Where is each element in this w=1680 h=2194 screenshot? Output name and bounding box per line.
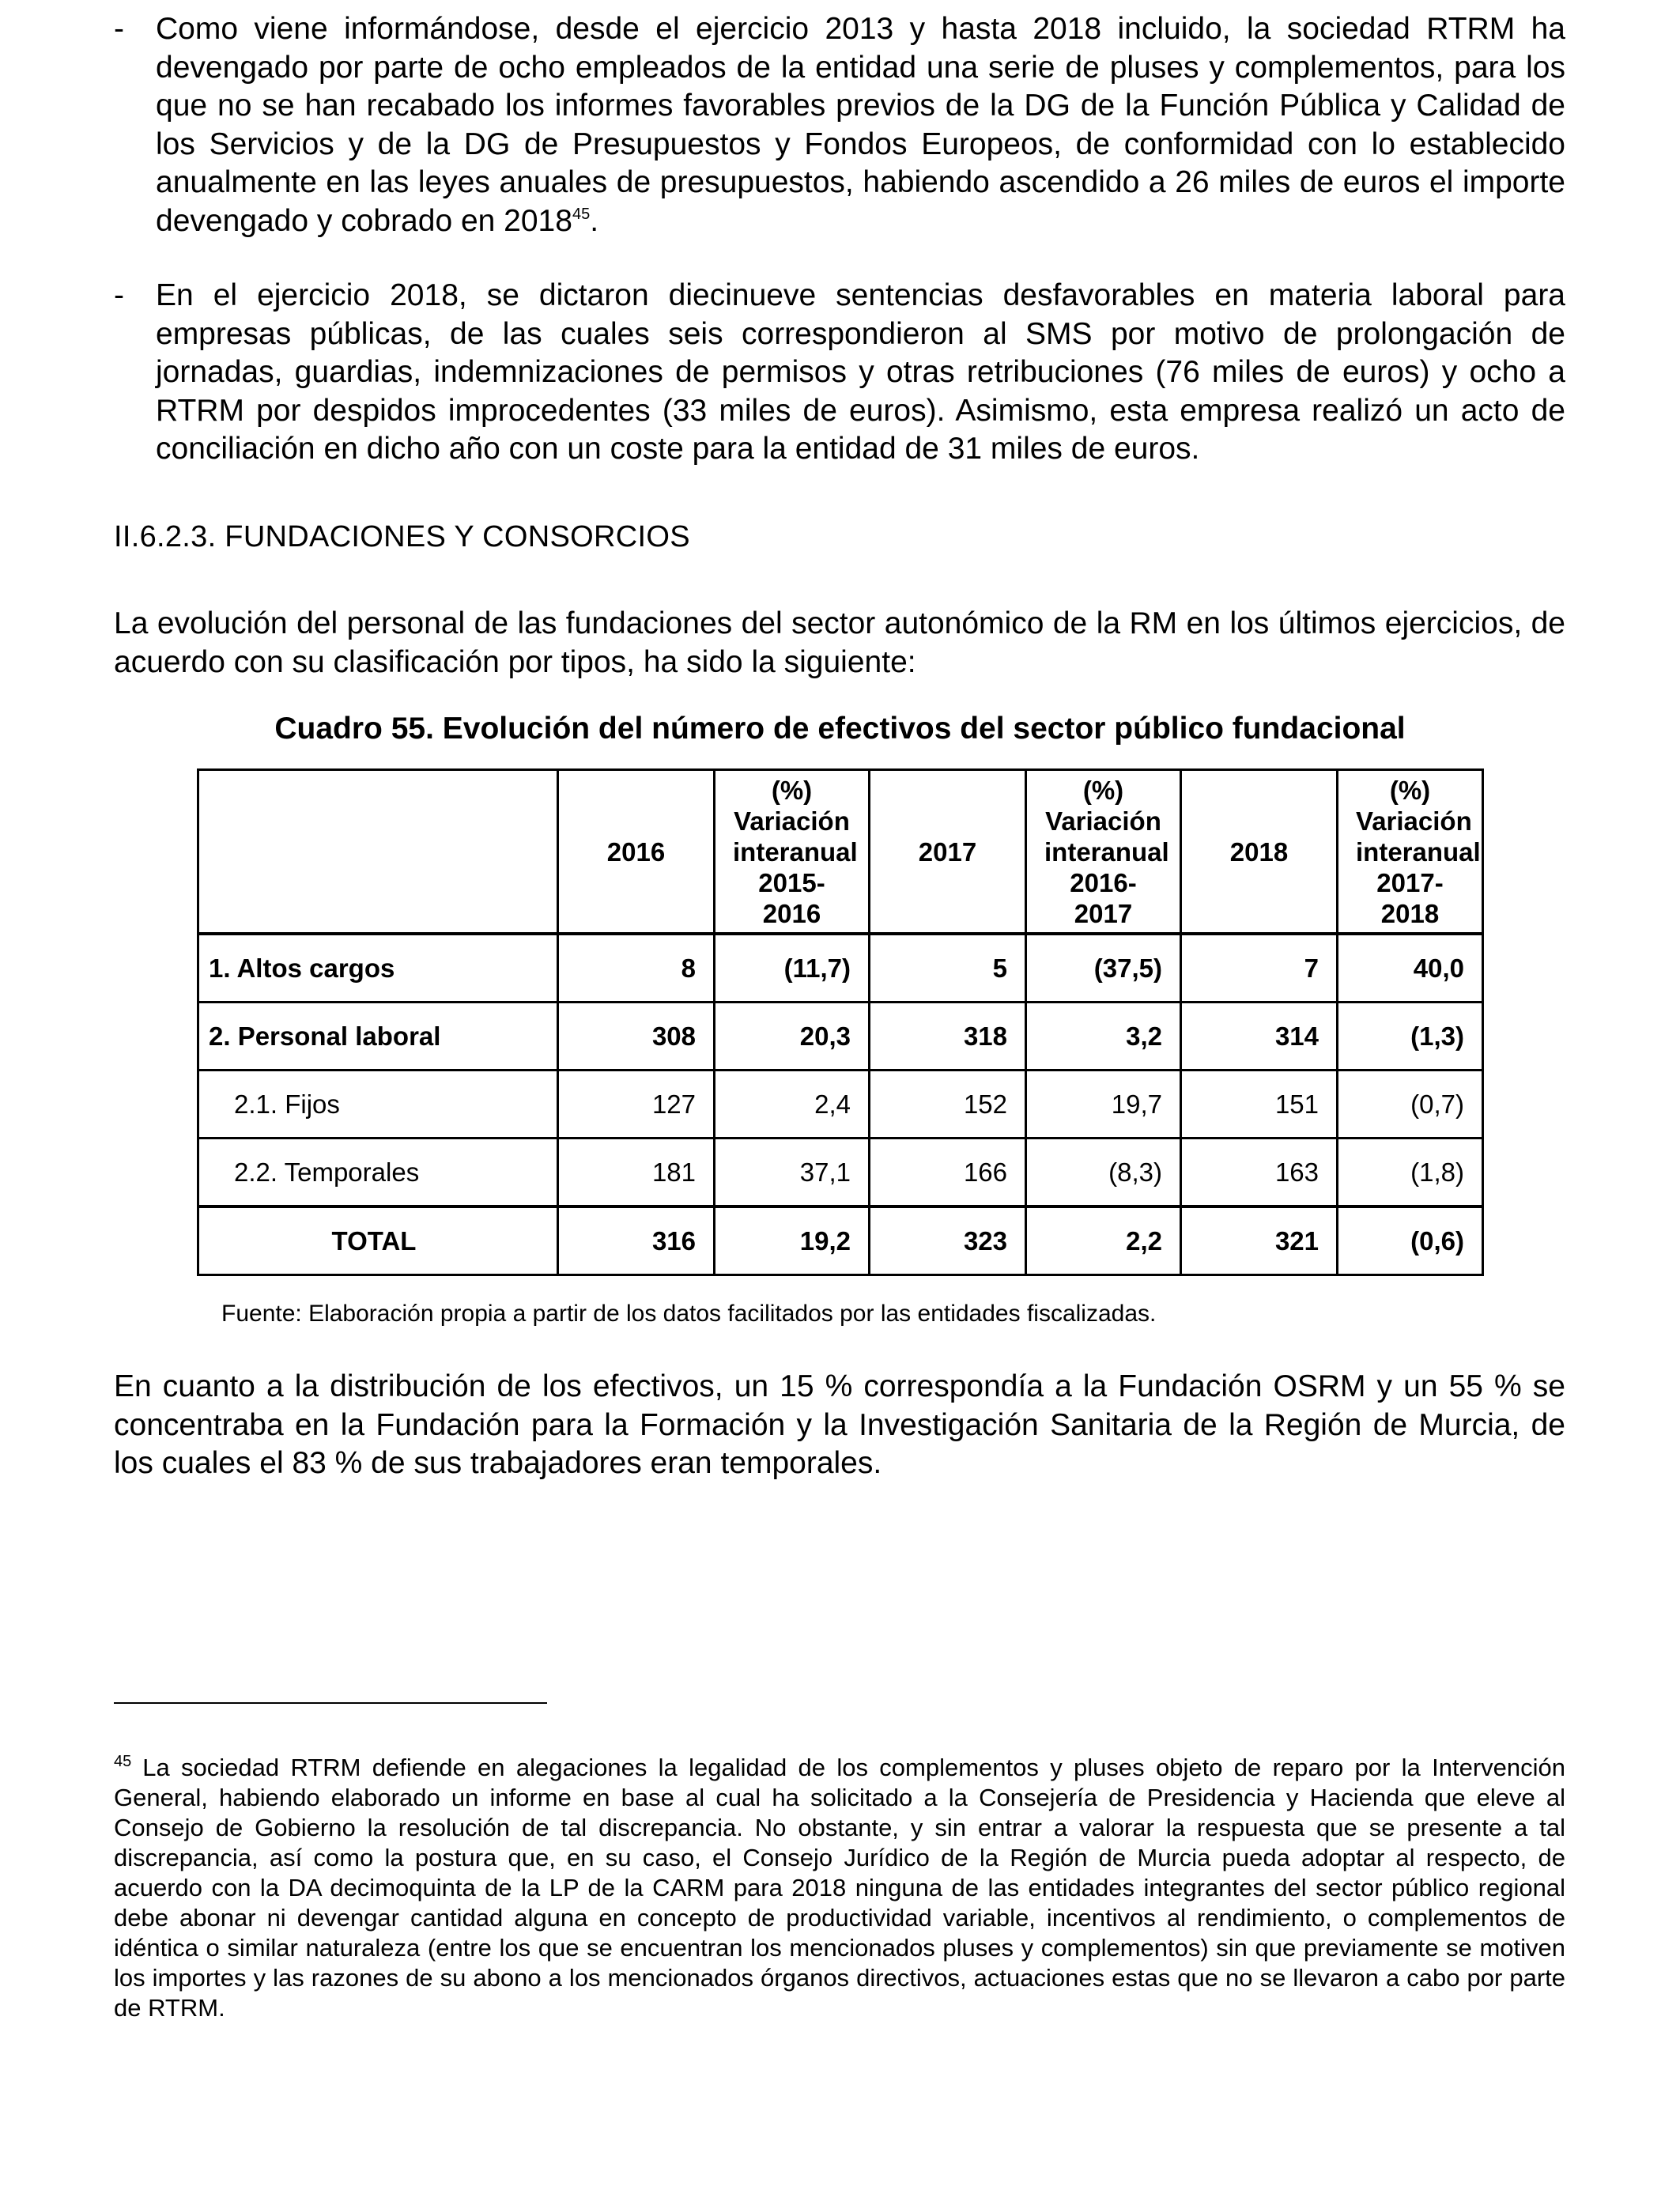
table-source-note: Fuente: Elaboración propia a partir de los datos facilitados por las entidades fiscalizadas. xyxy=(221,1301,1157,1327)
footnote-separator xyxy=(114,1702,547,1704)
bullet-dash: - xyxy=(114,278,124,312)
table-cell: (1,8) xyxy=(1338,1139,1483,1207)
table-cell: 20,3 xyxy=(715,1003,870,1071)
row-label: 2.2. Temporales xyxy=(198,1139,558,1207)
table-cell: 152 xyxy=(870,1071,1026,1139)
bullet-text-end: . xyxy=(590,203,599,238)
bullet-dash: - xyxy=(114,12,124,46)
table-cell: 19,7 xyxy=(1026,1071,1181,1139)
table-row xyxy=(198,934,1483,1003)
table-cell: 40,0 xyxy=(1338,934,1483,1003)
table-cell: (0,7) xyxy=(1338,1071,1483,1139)
table-row xyxy=(198,1003,1483,1071)
table-cell: 316 xyxy=(558,1207,715,1275)
table-cell: 127 xyxy=(558,1071,715,1139)
table-row-total xyxy=(198,1207,1483,1275)
table-cell: 19,2 xyxy=(715,1207,870,1275)
table-cell: (8,3) xyxy=(1026,1139,1181,1207)
header-cell-2016: 2016 xyxy=(558,770,715,935)
bullet-paragraph-sentencias xyxy=(114,277,1565,469)
table-cell: 166 xyxy=(870,1139,1026,1207)
header-cell xyxy=(198,770,558,935)
section-heading: II.6.2.3. FUNDACIONES Y CONSORCIOS xyxy=(114,520,690,553)
table-cell: 2,2 xyxy=(1026,1207,1181,1275)
table-cell: (1,3) xyxy=(1338,1003,1483,1071)
footnote-number: 45 xyxy=(114,1753,132,1770)
footnote xyxy=(114,1753,1565,2023)
table-cell: 318 xyxy=(870,1003,1026,1071)
header-cell-2017: 2017 xyxy=(870,770,1026,935)
table-cell: 7 xyxy=(1181,934,1338,1003)
table-cell: 151 xyxy=(1181,1071,1338,1139)
row-label: 1. Altos cargos xyxy=(198,934,558,1003)
table-cell: (11,7) xyxy=(715,934,870,1003)
table-row xyxy=(198,1139,1483,1207)
header-cell-var-2015-2016: (%) Variación interanual 2015-2016 xyxy=(715,770,870,935)
row-label: TOTAL xyxy=(198,1207,558,1275)
table-cell: (0,6) xyxy=(1338,1207,1483,1275)
table-cell: 37,1 xyxy=(715,1139,870,1207)
table-cell: 181 xyxy=(558,1139,715,1207)
table-cell: 308 xyxy=(558,1003,715,1071)
header-cell-var-2017-2018: (%) Variación interanual 2017-2018 xyxy=(1338,770,1483,935)
table-cell: 3,2 xyxy=(1026,1003,1181,1071)
row-label: 2. Personal laboral xyxy=(198,1003,558,1071)
table-cell: 8 xyxy=(558,934,715,1003)
table-header-row xyxy=(198,770,1483,935)
bullet-text-body: Como viene informándose, desde el ejercicio 2013 y hasta 2018 incluido, la sociedad RTRM ha devengado por parte de ocho empleados de la entidad una serie de pluses y complementos, para los que no se han recabado los informes favorables previos de la DG de la Función Pública y Calidad de los Servicios y de la DG de Presupuestos y Fondos Europeos, de conformidad con lo establecido anualmente en las leyes anuales de presupuestos, habiendo ascendido a 26 miles de euros el importe devengado y cobrado en 2018 xyxy=(156,12,1565,238)
table-cell: 314 xyxy=(1181,1003,1338,1071)
bullet-text: En el ejercicio 2018, se dictaron diecinueve sentencias desfavorables en materia laboral para empresas públicas, de las cuales seis correspondieron al SMS por motivo de prolongación de jornadas, guardias, indemnizaciones de permisos y otras retribuciones (76 miles de euros) y ocho a RTRM por despidos improcedentes (33 miles de euros). Asimismo, esta empresa realizó un acto de conciliación en dicho año con un coste para la entidad de 31 miles de euros. xyxy=(156,278,1565,466)
header-cell-var-2016-2017: (%) Variación interanual 2016-2017 xyxy=(1026,770,1181,935)
footnote-ref[interactable]: 45 xyxy=(572,205,591,223)
table-cell: 163 xyxy=(1181,1139,1338,1207)
personnel-table xyxy=(197,768,1484,1276)
header-cell-2018: 2018 xyxy=(1181,770,1338,935)
table-cell: 2,4 xyxy=(715,1071,870,1139)
table-title: Cuadro 55. Evolución del número de efectivos del sector público fundacional xyxy=(274,712,1406,746)
table-cell: 323 xyxy=(870,1207,1026,1275)
closing-paragraph: En cuanto a la distribución de los efectivos, un 15 % correspondía a la Fundación OSRM y un 55 % se concentraba en la Fundación para la Formación y la Investigación Sanitaria de la Región de Murcia, de los cuales el 83 % de sus trabajadores eran temporales. xyxy=(114,1369,1565,1481)
bullet-paragraph-pluses xyxy=(114,10,1565,241)
table-cell: 5 xyxy=(870,934,1026,1003)
footnote-text: La sociedad RTRM defiende en alegaciones la legalidad de los complementos y pluses objeto de reparo por la Intervención General, habiendo elaborado un informe en base al cual ha solicitado a la Consejería de Presidencia y Hacienda que eleve al Consejo de Gobierno la resolución de tal discrepancia. No obstante, y sin entrar a valorar la respuesta que se presente a tal discrepancia, así como la postura que, en su caso, el Consejo Jurídico de la Región de Murcia pueda adoptar al respecto, de acuerdo con la DA decimoquinta de la LP de la CARM para 2018 ninguna de las entidades integrantes del sector público regional debe abonar ni devengar cantidad alguna en concepto de productividad variable, incentivos al rendimiento, o complementos de idéntica o similar naturaleza (entre los que se encuentran los mencionados pluses y complementos) sin que previamente se motiven los importes y las razones de su abono a los mencionados órganos directivos, actuaciones estas que no se llevaron a cabo por parte de RTRM. xyxy=(114,1754,1565,2022)
bullet-text xyxy=(156,10,1565,241)
row-label: 2.1. Fijos xyxy=(198,1071,558,1139)
table-cell: (37,5) xyxy=(1026,934,1181,1003)
table-row xyxy=(198,1071,1483,1139)
intro-paragraph: La evolución del personal de las fundaciones del sector autonómico de la RM en los últimos ejercicios, de acuerdo con su clasificación por tipos, ha sido la siguiente: xyxy=(114,606,1565,679)
table-cell: 321 xyxy=(1181,1207,1338,1275)
